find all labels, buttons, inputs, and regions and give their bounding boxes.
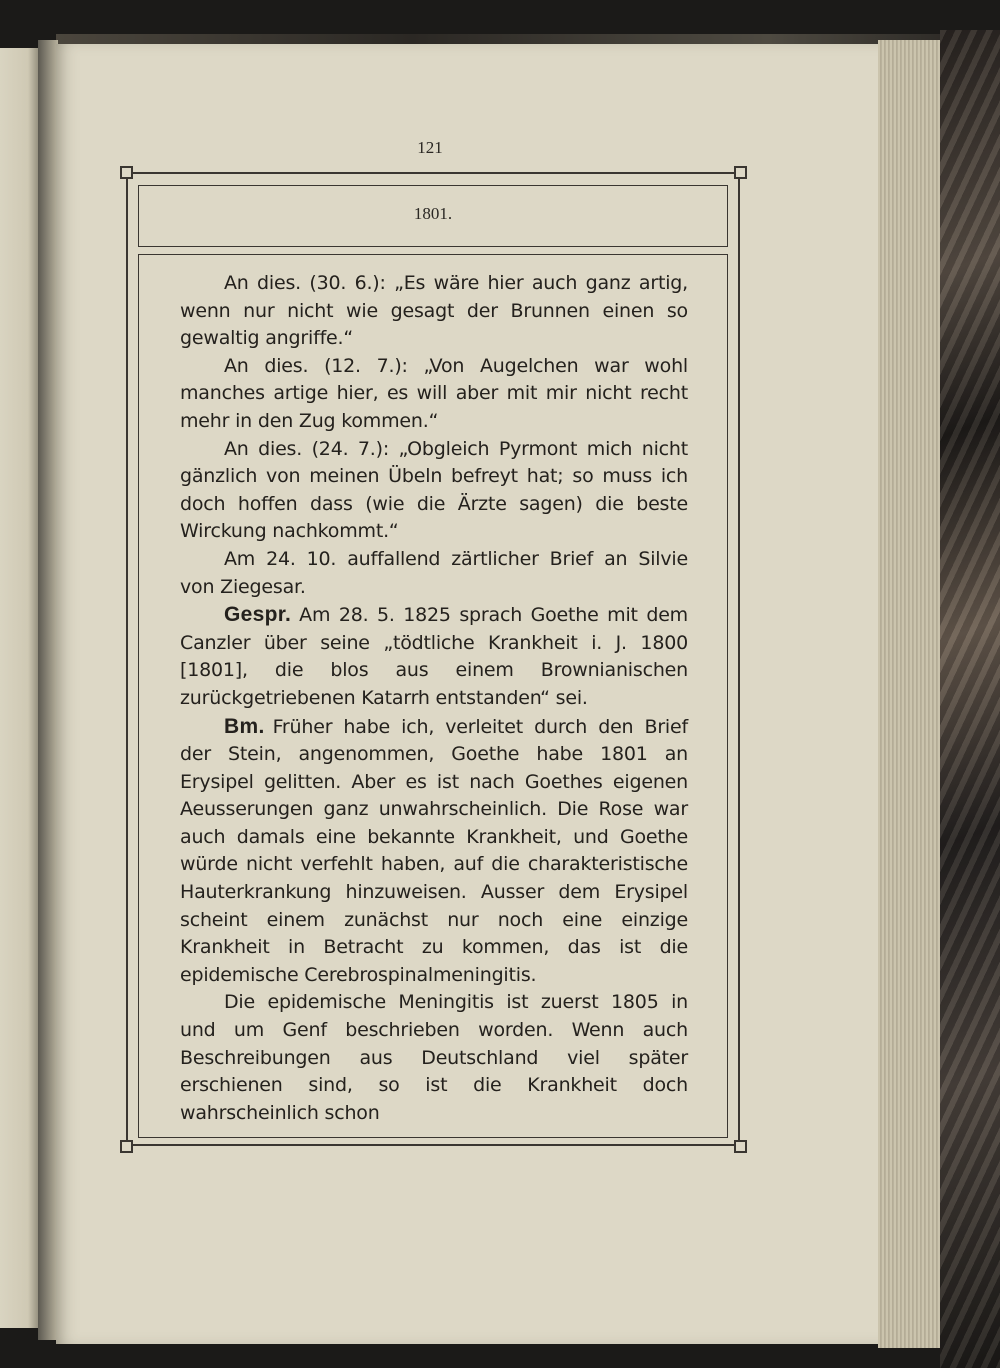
paragraph: An dies. (24. 7.): „Obgleich Pyrmont mich nicht gänzlich von meinen Übeln befreyt hat; so muss ich doch hoffen dass (wie die Ärzte sagen) die beste Wirckung nachkommt.“ (180, 437, 688, 543)
marbled-cover (940, 30, 1000, 1368)
frame-corner-ornament (120, 166, 133, 179)
frame-corner-ornament (734, 1140, 747, 1153)
section-tag: Bm. (224, 714, 265, 738)
section-tag: Gespr. (224, 603, 292, 627)
paragraph: Die epidemische Meningitis ist zuerst 1805 in und um Genf beschrieben worden. Wenn auch Beschreibungen aus Deutschland viel später erschienen sind, so ist die Krankheit doch wahrscheinlich schon (180, 991, 688, 1124)
frame-corner-ornament (120, 1140, 133, 1153)
paragraph (180, 601, 688, 712)
page-number: 121 (417, 138, 443, 157)
paragraph: An dies. (30. 6.): „Es wäre hier auch ganz artig, wenn nur nicht wie gesagt der Brunnen einen so gewaltig angriffe.“ (180, 272, 688, 350)
paragraph-text: Am 28. 5. 1825 sprach Goethe mit dem Canzler über seine „tödtliche Krankheit i. J. 1800 [1801], die blos aus einem Brownianischen zurückgetriebenen Katarrh entstanden“ sei. (180, 604, 688, 709)
paragraph: An dies. (12. 7.): „Von Augelchen war wohl manches artige hier, es will aber mit mir nicht recht mehr in den Zug kommen.“ (180, 354, 688, 432)
frame-corner-ornament (734, 166, 747, 179)
paragraph-text: Früher habe ich, verleitet durch den Brief der Stein, angenommen, Goethe habe 1801 an Erysipel gelitten. Aber es ist nach Goethes eigenen Aeusserungen ganz unwahrscheinlich. Die Rose war auch damals eine bekannte Krankheit, und Goethe würde nicht verfehlt haben, auf die charakteristische Hauterkrankung hinzuweisen. Ausser dem Erysipel scheint einem zunächst nur noch eine einzige Krankheit in Betracht zu kommen, das ist die epidemische Cerebrospinalmeningitis. (180, 715, 688, 986)
page-block-edges (878, 40, 944, 1348)
running-head: 1801. (413, 204, 453, 223)
facing-page-edge (0, 48, 40, 1328)
paragraph (180, 713, 688, 990)
paragraph: Am 24. 10. auffallend zärtlicher Brief an Silvie von Ziegesar. (180, 547, 688, 598)
running-head-box (138, 185, 728, 247)
body-text (180, 270, 688, 1127)
book-gutter (38, 40, 58, 1340)
